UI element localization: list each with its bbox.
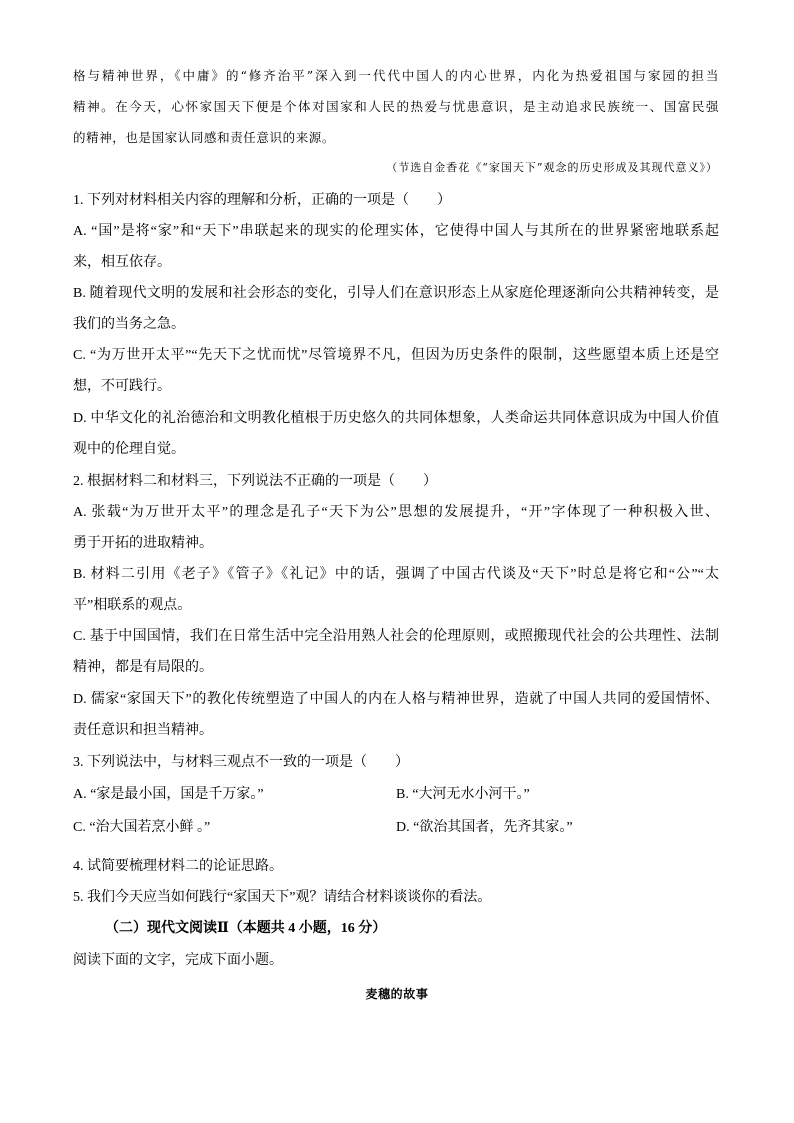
q3-option-b: B. “大河无水小河干。”: [396, 787, 530, 802]
q3-option-a: A. “家是最小国，国是千万家。”: [73, 787, 264, 802]
q3-option-d: D. “欲治其国者，先齐其家。”: [396, 820, 573, 835]
story-title: 麦穗的故事: [365, 987, 429, 1001]
q1-option-b-line2: 我们的当务之急。: [73, 317, 185, 332]
q2-stem: 2. 根据材料二和材料三，下列说法不正确的一项是（ ）: [73, 474, 437, 489]
q2-option-d-line2: 责任意识和担当精神。: [73, 723, 213, 738]
q1-option-a-line2: 来，相互依存。: [73, 255, 171, 270]
reading-instruction: 阅读下面的文字，完成下面小题。: [73, 953, 283, 968]
q3-stem: 3. 下列说法中，与材料三观点不一致的一项是（ ）: [73, 755, 409, 770]
passage-line-2: 精神。在今天，心怀家国天下便是个体对国家和人民的热爱与忧患意识，是主动追求民族统一、国富民强: [73, 99, 719, 114]
passage-line-1: 格与精神世界，《中庸》的“修齐治平”深入到一代代中国人的内心世界，内化为热爱祖国与家园的担当: [73, 68, 719, 83]
q1-option-b-line1: B. 随着现代文明的发展和社会形态的变化，引导人们在意识形态上从家庭伦理逐渐向公共精神转变，是: [73, 286, 719, 301]
passage-line-3: 的精神，也是国家认同感和责任意识的来源。: [73, 130, 336, 145]
q2-option-b-line1: B. 材料二引用《老子》《管子》《礼记》中的话，强调了中国古代谈及“天下”时总是将它和“公”“太: [73, 567, 719, 582]
q1-option-d-line2: 观中的伦理自觉。: [73, 442, 185, 457]
q2-option-b-line2: 平”相联系的观点。: [73, 598, 192, 613]
source-citation: （节选自金香花《“家国天下”观念的历史形成及其现代意义》）: [386, 161, 718, 174]
q1-option-c-line1: C. “为万世开太平”“先天下之忧而忧”尽管境界不凡，但因为历史条件的限制，这些愿望本质上还是空: [73, 348, 719, 363]
q2-option-d-line1: D. 儒家“家国天下”的教化传统塑造了中国人的内在人格与精神世界，造就了中国人共同的爱国情怀、: [73, 692, 719, 707]
q1-option-d-line1: D. 中华文化的礼治德治和文明教化植根于历史悠久的共同体想象，人类命运共同体意识成为中国人价值: [73, 411, 719, 426]
q2-option-a-line1: A. 张载“为万世开太平”的理念是孔子“天下为公”思想的发展提升，“开”字体现了一种积极入世、: [73, 505, 719, 520]
q3-option-c: C. “治大国若烹小鲜 。”: [73, 820, 211, 835]
q1-stem: 1. 下列对材料相关内容的理解和分析，正确的一项是（ ）: [73, 193, 451, 208]
q5-stem: 5. 我们今天应当如何践行“家国天下”观？请结合材料谈谈你的看法。: [73, 890, 492, 905]
q2-option-a-line2: 勇于开拓的进取精神。: [73, 536, 213, 551]
q1-option-a-line1: A. “国”是将“家”和“天下”串联起来的现实的伦理实体，它使得中国人与其所在的世界紧密地联系起: [73, 224, 719, 239]
q4-stem: 4. 试简要梳理材料二的论证思路。: [73, 859, 283, 874]
section-heading: （二）现代文阅读Ⅱ（本题共 4 小题，16 分）: [105, 921, 387, 936]
q1-option-c-line2: 想，不可践行。: [73, 379, 171, 394]
q2-option-c-line2: 精神，都是有局限的。: [73, 660, 213, 675]
q2-option-c-line1: C. 基于中国国情，我们在日常生活中完全沿用熟人社会的伦理原则，或照搬现代社会的公共理性、法制: [73, 629, 719, 644]
